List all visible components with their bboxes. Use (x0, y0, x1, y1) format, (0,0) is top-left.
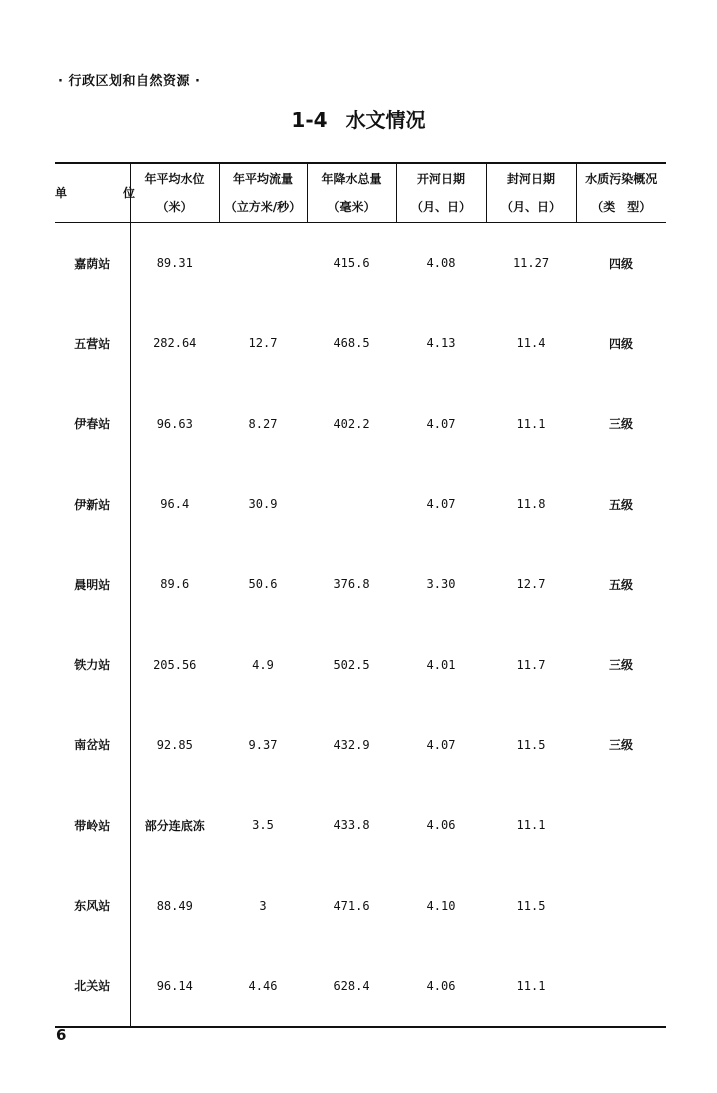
section-title (0, 104, 717, 133)
station-name: 伊新站 (55, 464, 130, 544)
table-row (55, 946, 666, 1027)
precipitation-value: 376.8 (333, 577, 370, 592)
pollution-value: 五级 (608, 577, 633, 592)
header-label: 年平均流量 (232, 172, 293, 186)
table-row (55, 705, 666, 785)
freeze-date-value: 11.8 (516, 497, 546, 512)
header-unit: （毫米） (327, 200, 376, 214)
table-body (55, 223, 666, 1027)
water-level-value: 89.31 (156, 256, 193, 271)
section-number: 1-4 (291, 108, 328, 132)
precipitation-value: 433.8 (333, 818, 370, 833)
flow-value (219, 223, 307, 304)
header-flow (219, 163, 307, 223)
pollution-value: 三级 (608, 738, 633, 753)
header-unit: （类 型） (591, 200, 652, 214)
water-level-value: 89.6 (160, 577, 190, 592)
water-level-value: 92.85 (156, 737, 193, 752)
station-name: 东风站 (55, 865, 130, 945)
table-row (55, 303, 666, 383)
header-unit: （月、日） (500, 200, 561, 214)
precipitation-value: 432.9 (333, 737, 370, 752)
hydrology-table-container (55, 162, 666, 1028)
precipitation-value (307, 464, 396, 544)
water-level-value: 部分连底冻 (144, 818, 205, 833)
page-number: 6 (56, 1026, 67, 1044)
flow-value: 50.6 (248, 577, 278, 592)
pollution-value: 五级 (608, 497, 633, 512)
pollution-value (576, 785, 666, 865)
header-station-label: 单 位 (55, 186, 158, 200)
header-label: 开河日期 (416, 172, 465, 186)
header-freeze-date (486, 163, 576, 223)
table-row (55, 384, 666, 464)
pollution-value: 四级 (608, 256, 633, 271)
table-header (55, 163, 666, 223)
thaw-date-value: 4.07 (426, 416, 456, 431)
flow-value: 3 (259, 898, 267, 913)
water-level-value: 96.14 (130, 946, 219, 1027)
header-label: 年降水总量 (321, 172, 382, 186)
pollution-value (576, 946, 666, 1027)
station-name: 带岭站 (55, 785, 130, 865)
header-unit: （月、日） (410, 200, 471, 214)
pollution-value (576, 865, 666, 945)
header-label: 封河日期 (506, 172, 555, 186)
header-unit: （米） (156, 200, 193, 214)
station-name: 嘉荫站 (55, 223, 130, 304)
running-head: · 行政区划和自然资源 · (58, 74, 201, 89)
hydrology-table (55, 162, 666, 1028)
header-pollution (576, 163, 666, 223)
table-row (55, 785, 666, 865)
thaw-date-value: 3.30 (426, 577, 456, 592)
header-label: 水质污染概况 (585, 172, 658, 186)
header-station (55, 163, 158, 223)
precipitation-value: 628.4 (307, 946, 396, 1027)
flow-value: 30.9 (248, 497, 278, 512)
station-name: 伊春站 (55, 384, 130, 464)
precipitation-value: 502.5 (333, 657, 370, 672)
thaw-date-value: 4.08 (426, 256, 456, 271)
flow-value: 12.7 (248, 336, 278, 351)
precipitation-value: 468.5 (333, 336, 370, 351)
thaw-date-value: 4.07 (426, 497, 456, 512)
precipitation-value: 415.6 (333, 256, 370, 271)
flow-value: 8.27 (248, 416, 278, 431)
water-level-value: 282.64 (153, 336, 197, 351)
thaw-date-value: 4.13 (426, 336, 456, 351)
header-unit: （立方米/秒） (224, 200, 302, 214)
water-level-value: 88.49 (156, 898, 193, 913)
thaw-date-value: 4.07 (426, 737, 456, 752)
header-thaw-date (396, 163, 486, 223)
freeze-date-value: 12.7 (516, 577, 546, 592)
pollution-value: 三级 (608, 417, 633, 432)
freeze-date-value: 11.7 (516, 657, 546, 672)
freeze-date-value: 11.5 (516, 898, 546, 913)
station-name: 铁力站 (55, 624, 130, 704)
freeze-date-value: 11.1 (516, 818, 546, 833)
freeze-date-value: 11.27 (512, 256, 550, 271)
header-label: 年平均水位 (144, 172, 205, 186)
thaw-date-value: 4.06 (396, 946, 486, 1027)
freeze-date-value: 11.4 (516, 336, 546, 351)
flow-value: 4.46 (219, 946, 307, 1027)
thaw-date-value: 4.06 (426, 818, 456, 833)
station-name: 北关站 (55, 946, 130, 1027)
flow-value: 9.37 (248, 737, 278, 752)
table-row (55, 223, 666, 304)
pollution-value: 三级 (608, 658, 633, 673)
freeze-date-value: 11.1 (486, 946, 576, 1027)
station-name: 五营站 (55, 303, 130, 383)
section-title-text: 水文情况 (345, 108, 426, 132)
flow-value: 3.5 (252, 818, 274, 833)
flow-value: 4.9 (252, 657, 274, 672)
freeze-date-value: 11.1 (516, 416, 546, 431)
table-row (55, 464, 666, 544)
precipitation-value: 471.6 (333, 898, 370, 913)
water-level-value: 96.4 (160, 497, 190, 512)
water-level-value: 205.56 (153, 657, 197, 672)
table-row (55, 544, 666, 624)
freeze-date-value: 11.5 (516, 737, 546, 752)
precipitation-value: 402.2 (333, 416, 370, 431)
thaw-date-value: 4.01 (426, 657, 456, 672)
table-row (55, 624, 666, 704)
table-row (55, 865, 666, 945)
header-precipitation (307, 163, 396, 223)
station-name: 晨明站 (55, 544, 130, 624)
station-name: 南岔站 (55, 705, 130, 785)
water-level-value: 96.63 (156, 416, 193, 431)
pollution-value: 四级 (608, 336, 633, 351)
thaw-date-value: 4.10 (426, 898, 456, 913)
